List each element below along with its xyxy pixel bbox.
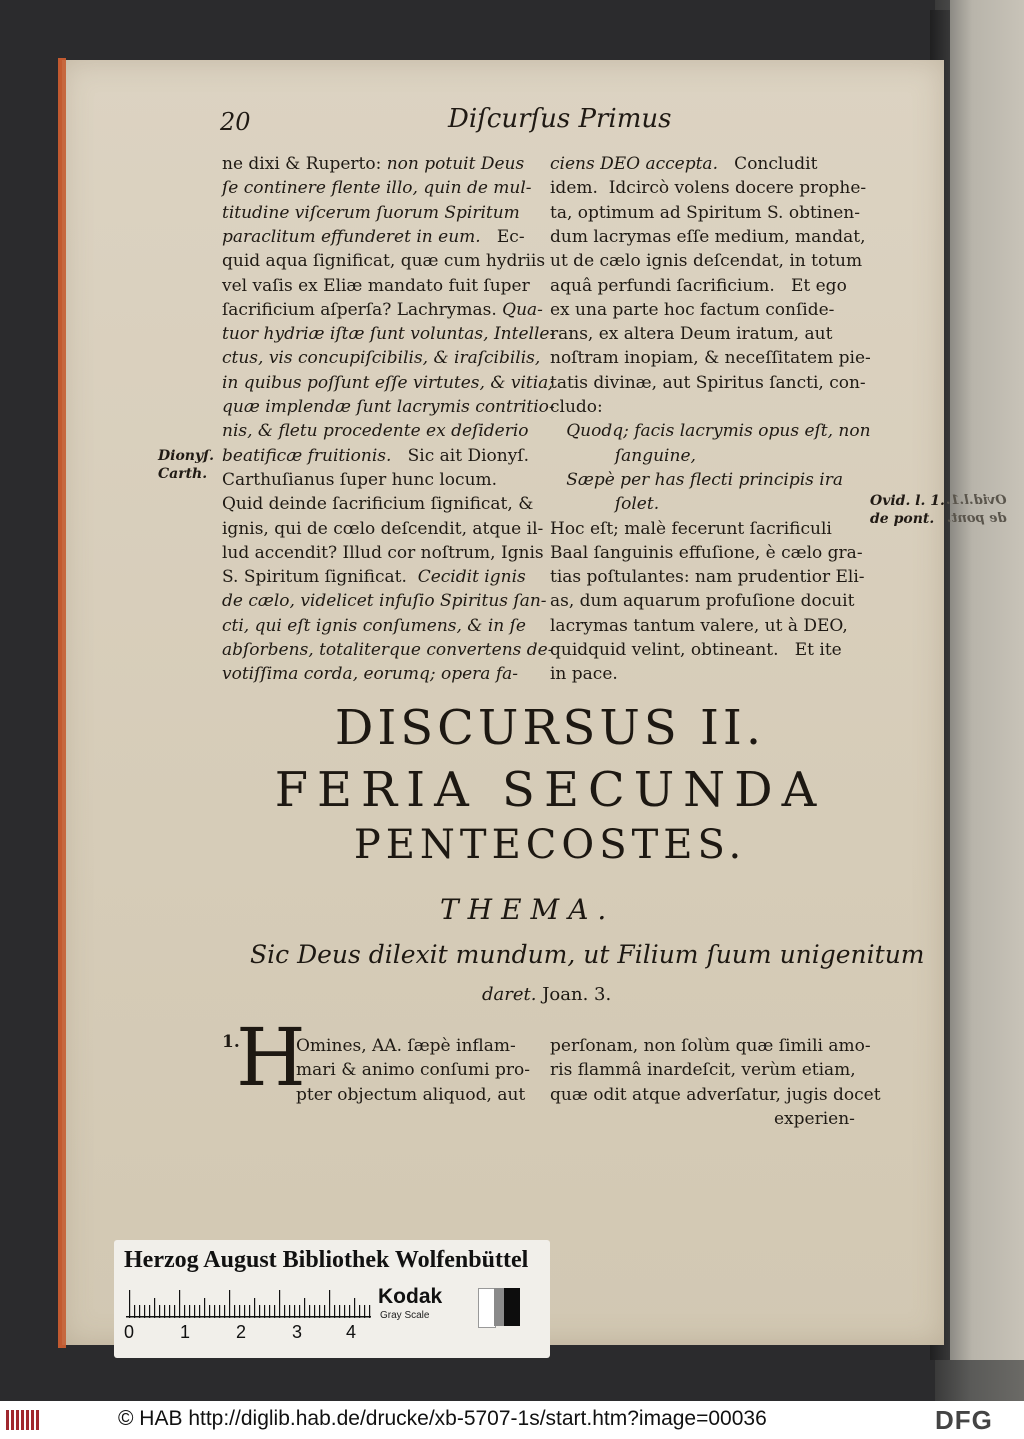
ruler-number: 4 [346, 1322, 357, 1342]
marginal-note-line: de pont. [870, 511, 935, 527]
ruler-tick [154, 1298, 155, 1318]
italic-run: de cælo, videlicet infuſio Spiritus ſan- [222, 591, 547, 612]
text-line [550, 541, 863, 565]
italic-run: Cecidit ignis [417, 567, 526, 588]
text-line [550, 152, 817, 176]
text-line [550, 419, 871, 443]
opposite-page-bleed-through: Ovid.l.1. de pont. [946, 493, 1007, 526]
running-head: Diſcurſus Primus [448, 104, 672, 134]
drop-cap: H [236, 1011, 306, 1104]
text-line: perſonam, non ſolùm quæ ſimili amo- [550, 1036, 871, 1056]
text-line [550, 225, 866, 249]
text-line [222, 662, 518, 686]
roman-run: in pace. [550, 664, 618, 685]
text-line [550, 565, 865, 589]
text-line [550, 395, 603, 419]
library-card-title: Herzog August Bibliothek Wolfenbüttel [124, 1247, 529, 1273]
measurement-ruler [126, 1288, 371, 1318]
ruler-tick [204, 1298, 205, 1318]
ruler-number: 0 [124, 1322, 135, 1342]
text-line [550, 201, 860, 225]
verse-line1: Sic Deus dilexit mundum, ut Filium ſuum unigenitum [250, 940, 925, 969]
text-line [222, 614, 526, 638]
text-line [222, 565, 526, 589]
hab-logo-icon [6, 1408, 40, 1432]
roman-run: quid aqua ſignificat, quæ cum hydriis [222, 251, 546, 272]
roman-run: aquâ perfundi ſacrificium. Et ego [550, 275, 847, 296]
text-line [222, 176, 532, 200]
thema-label: THEMA. [440, 893, 616, 926]
roman-run: Concludit [717, 154, 818, 174]
italic-run: votiſſima corda, eorumq; opera fa- [222, 664, 519, 685]
marginal-note-line: Ovid. l. 1. [870, 493, 945, 509]
italic-run: abſorbens, totaliterque convertens de- [222, 640, 554, 660]
kodak-brand: Kodak [378, 1285, 443, 1308]
roman-run: quidquid velint, obtineant. Et ite [550, 640, 842, 660]
text-line [550, 662, 618, 686]
text-line [222, 249, 545, 273]
italic-run: Qua- [502, 299, 543, 320]
roman-run: vel vaſis ex Eliæ mandato fuit ſuper [222, 275, 530, 296]
roman-run: ignis, qui de cœlo deſcendit, atque il- [222, 518, 544, 539]
section-title-line1: DISCURSUS II. [334, 700, 766, 756]
italic-run: quæ implendæ ſunt lacrymis contritio- [222, 397, 555, 417]
roman-run: noſtram inopiam, & neceſſitatem pie- [550, 348, 871, 369]
ruler-number: 1 [180, 1322, 191, 1342]
text-line [550, 468, 843, 492]
text-line [222, 371, 554, 395]
text-line [222, 152, 524, 176]
text-line [550, 274, 847, 298]
text-line [222, 298, 543, 322]
text-line: ris flammâ inardeſcit, verùm etiam, [550, 1060, 856, 1081]
ruler-tick [179, 1290, 180, 1318]
verse-reference: Joan. 3. [536, 984, 612, 1005]
verse-word: daret. [482, 984, 537, 1005]
roman-run: Quid deinde ſacrificium ſignificat, & [222, 494, 534, 515]
text-line [222, 274, 530, 298]
ruler-number: 3 [292, 1322, 303, 1342]
opposite-page [950, 0, 1024, 1360]
text-line [550, 492, 659, 516]
roman-run: rans, ex altera Deum iratum, aut [550, 324, 833, 345]
italic-run: Sæpè per has flecti principis ira [550, 469, 843, 490]
roman-run: S. Spiritum ſignificat. [222, 567, 418, 588]
roman-run: Carthuſianus ſuper hunc locum. [222, 469, 498, 490]
roman-run: ut de cælo ignis deſcendat, in totum [550, 251, 863, 272]
roman-run: lud accendit? Illud cor noſtrum, Ignis [222, 542, 544, 563]
italic-run: ciens DEO accepta. [550, 154, 718, 174]
text-line [222, 395, 555, 419]
text-line: quæ odit atque adverſatur, jugis docet [550, 1084, 881, 1105]
roman-run: Baal ſanguinis effuſione, è cælo gra- [550, 542, 863, 563]
ruler-number: 2 [236, 1322, 247, 1342]
ruler-tick [129, 1290, 130, 1318]
text-line [550, 589, 854, 613]
ruler-tick [354, 1298, 355, 1318]
italic-run: non potuit Deus [386, 154, 525, 174]
ruler-tick [254, 1298, 255, 1318]
text-line [550, 638, 842, 662]
text-line: pter objectum aliquod, aut [296, 1084, 526, 1105]
text-line [550, 249, 862, 273]
italic-run: titudine viſcerum ſuorum Spiritum [222, 202, 520, 223]
roman-run: idem. Idcircò volens docere prophe- [550, 178, 867, 199]
roman-run: dum lacrymas eſſe medium, mandat, [550, 226, 866, 247]
paragraph-number: 1. [222, 1032, 240, 1052]
footer-source-link[interactable]: © HAB http://diglib.hab.de/drucke/xb-5707-1s/start.htm?image=00036 [118, 1407, 767, 1430]
roman-run: ex una parte hoc factum conſide- [550, 299, 835, 320]
marginal-note-right [870, 492, 945, 528]
kodak-subtitle: Gray Scale [380, 1310, 430, 1321]
marginal-note-line: Dionyſ. [158, 448, 215, 464]
text-line [222, 346, 540, 370]
verse-line2 [482, 984, 611, 1005]
text-line [550, 444, 696, 468]
dfg-logo: DFG [935, 1405, 993, 1435]
text-line [222, 492, 533, 516]
roman-run: tias poſtulantes: nam prudentior Eli- [550, 567, 865, 588]
text-line [222, 541, 544, 565]
ruler-tick [304, 1298, 305, 1318]
italic-run: beatificæ fruitionis. [222, 445, 392, 466]
text-line [550, 322, 832, 346]
text-line [550, 176, 866, 200]
marginal-note-left [158, 447, 214, 483]
italic-run: cti, qui eſt ignis conſumens, & in ſe [222, 615, 526, 636]
gray-swatch-black [504, 1288, 520, 1326]
italic-run: paraclitum effunderet in eum. [222, 226, 481, 247]
text-line [222, 468, 497, 492]
italic-run: ctus, vis concupiſcibilis, & iraſcibilis, [222, 348, 541, 369]
text-line [222, 201, 520, 225]
roman-run: ne dixi & Ruperto: [222, 154, 387, 174]
text-line [222, 322, 555, 346]
text-line [550, 614, 848, 638]
gray-swatch-mid [494, 1288, 504, 1326]
roman-run: cludo: [550, 397, 603, 417]
text-line [222, 419, 529, 443]
ruler-tick [229, 1290, 230, 1318]
text-line [222, 444, 529, 468]
roman-run: Hoc eſt; malè fecerunt ſacrificuli [550, 518, 832, 539]
text-line [222, 589, 547, 613]
section-title-line3: PENTECOSTES. [353, 822, 747, 868]
marginal-note-line: Carth. [158, 466, 208, 482]
text-line [222, 517, 543, 541]
italic-run: ſe continere flente illo, quin de mul- [222, 178, 532, 199]
text-line [550, 298, 834, 322]
roman-run: as, dum aquarum profuſione docuit [550, 591, 855, 612]
text-line [222, 225, 525, 249]
roman-run: Sic ait Dionyſ. [391, 445, 529, 466]
ruler-tick [329, 1290, 330, 1318]
text-line [222, 638, 553, 662]
text-line: experien- [774, 1108, 855, 1129]
roman-run: Ec- [480, 226, 525, 247]
page-number: 20 [220, 108, 251, 136]
roman-run: lacrymas tantum valere, ut à DEO, [550, 615, 848, 636]
text-line: Omines, AA. ſæpè inflam- [296, 1036, 516, 1056]
text-line: mari & animo conſumi pro- [296, 1060, 530, 1081]
text-line [550, 517, 832, 541]
roman-run: ta, optimum ad Spiritum S. obtinen- [550, 202, 860, 223]
italic-run: Quodq; facis lacrymis opus eſt, non [550, 421, 871, 442]
italic-run: ſanguine, [550, 445, 696, 466]
roman-run: ſacrificium aſperſa? Lachrymas. [222, 299, 503, 320]
italic-run: tuor hydriæ iſtæ ſunt voluntas, Intelle- [222, 324, 556, 345]
text-line [550, 371, 866, 395]
italic-run: nis, & fletu procedente ex deſiderio [222, 421, 529, 442]
roman-run: tatis divinæ, aut Spiritus ſancti, con- [550, 372, 866, 393]
ruler-baseline [126, 1316, 371, 1318]
italic-run: in quibus poſſunt eſſe virtutes, & vitia; [222, 372, 555, 393]
section-title-line2: FERIA SECUNDA [274, 762, 826, 818]
italic-run: ſolet. [550, 494, 660, 515]
text-line [550, 346, 871, 370]
ruler-tick [279, 1290, 280, 1318]
